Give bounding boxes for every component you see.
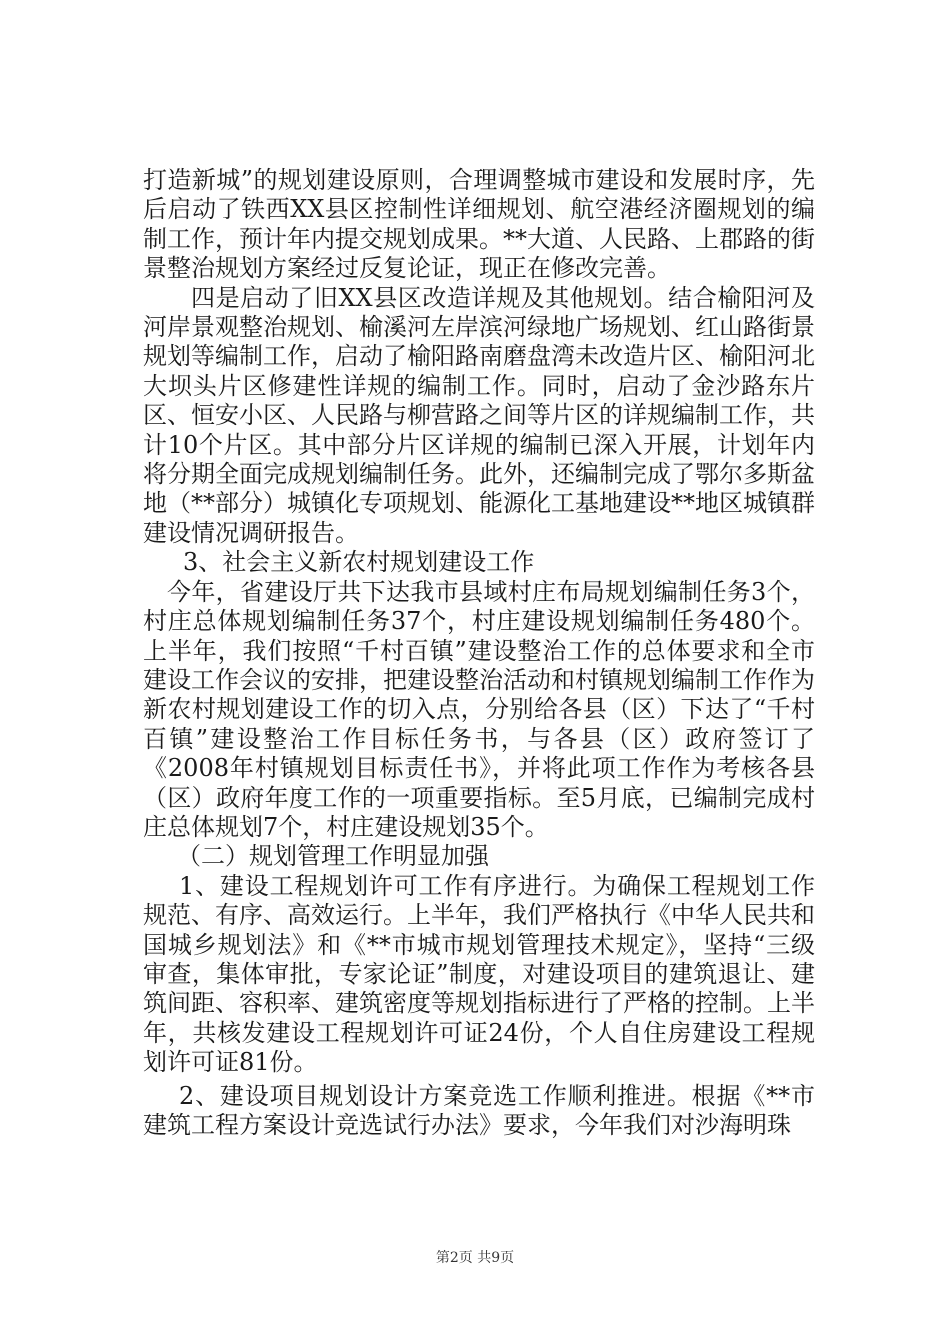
paragraph-design-competition: 2、建设项目规划设计方案竞选工作顺利推进。根据《**市建筑工程方案设计竞选试行办法》要求，今年我们对沙海明珠 [143,1081,815,1139]
heading-planning-management: （二）规划管理工作明显加强 [177,842,489,871]
paragraph-village-planning: 今年，省建设厅共下达我市县域村庄布局规划编制任务3个，村庄总体规划编制任务37个，村庄建设规划编制任务480个。上半年，我们按照“千村百镇”建设整治工作的总体要求和全市建设工作会议的安排，把建设整治活动和村镇规划编制工作作为新农村规划建设工作的切入点，分别给各县（区）下达了“千村百镇”建设整治工作目标任务书，与各县（区）政府签订了《2008年村镇规划目标责任书》，并将此项工作作为考核各县（区）政府年度工作的一项重要指标。至5月底，已编制完成村庄总体规划7个，村庄建设规划35个。 [143,577,815,841]
paragraph-permit-work: 1、建设工程规划许可工作有序进行。为确保工程规划工作规范、有序、高效运行。上半年，我们严格执行《中华人民共和国城乡规划法》和《**市城市规划管理技术规定》，坚持“三级审查，集体审批，专家论证”制度，对建设项目的建筑退让、建筑间距、容积率、建筑密度等规划指标进行了严格的控制。上半年，共核发建设工程规划许可证24份，个人自住房建设工程规划许可证81份。 [143,871,815,1077]
paragraph-old-district-plans: 四是启动了旧XX县区改造详规及其他规划。结合榆阳河及河岸景观整治规划、榆溪河左岸滨河绿地广场规划、红山路街景规划等编制工作，启动了榆阳路南磨盘湾未改造片区、榆阳河北大坝头片区修建性详规的编制工作。同时，启动了金沙路东片区、恒安小区、人民路与柳营路之间等片区的详规编制工作，共计10个片区。其中部分片区详规的编制已深入开展，计划年内将分期全面完成规划编制任务。此外，还编制完成了鄂尔多斯盆地（**部分）城镇化专项规划、能源化工基地建设**地区城镇群建设情况调研报告。 [143,283,815,547]
page-number-footer: 第2页 共9页 [435,1250,515,1266]
paragraph-continuation: 打造新城”的规划建设原则，合理调整城市建设和发展时序，先后启动了铁西XX县区控制性详细规划、航空港经济圈规划的编制工作，预计年内提交规划成果。**大道、人民路、上郡路的街景整治规划方案经过反复论证，现正在修改完善。 [143,166,815,283]
heading-new-countryside: 3、社会主义新农村规划建设工作 [183,548,535,577]
document-body [143,166,815,1140]
